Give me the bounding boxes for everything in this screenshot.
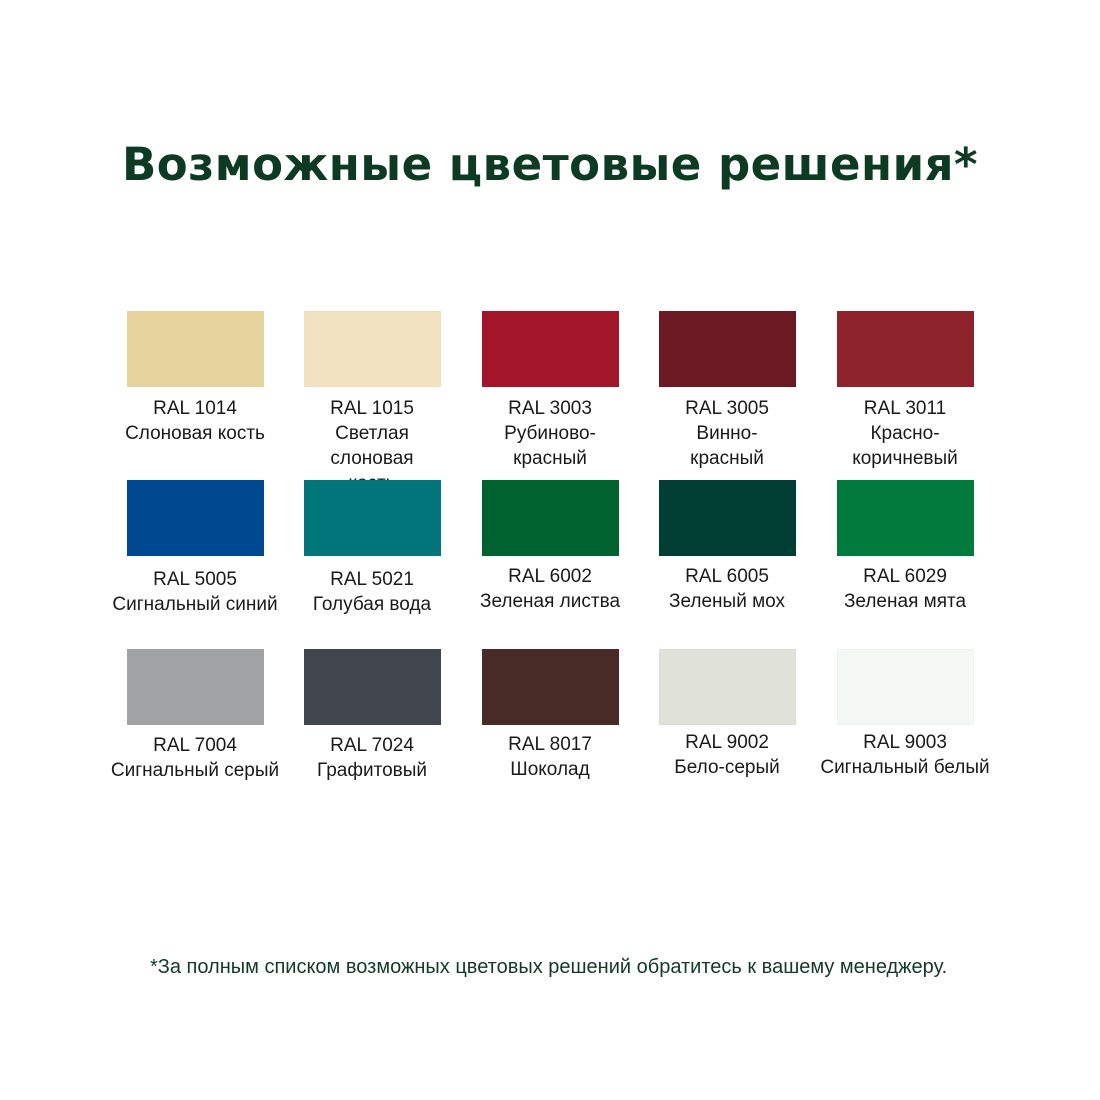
swatch-label (450, 732, 650, 782)
color-name: Зеленая мята (843, 591, 967, 612)
ral-code: RAL 9002 (685, 732, 769, 753)
ral-code: RAL 1014 (153, 398, 237, 419)
color-name: Винно-красный (690, 423, 764, 469)
swatch-label (450, 564, 650, 614)
color-name: Сигнальный серый (110, 760, 280, 781)
color-name: Слоновая кость (125, 423, 265, 444)
color-name: Бело-серый (674, 757, 780, 778)
ral-code: RAL 7024 (330, 735, 414, 756)
ral-code: RAL 8017 (508, 734, 592, 755)
color-swatch (837, 649, 974, 725)
swatch-label (805, 564, 1005, 614)
color-swatch (304, 649, 441, 725)
swatch-label (272, 733, 472, 783)
color-swatch (482, 480, 619, 556)
color-name: Голубая вода (312, 594, 432, 615)
color-swatch (304, 311, 441, 387)
color-swatch (659, 480, 796, 556)
swatch-label (805, 396, 1005, 471)
ral-code: RAL 7004 (153, 735, 237, 756)
swatch-label (95, 567, 295, 617)
ral-code: RAL 6005 (685, 566, 769, 587)
swatch-label (805, 730, 1005, 780)
ral-code: RAL 3003 (508, 398, 592, 419)
swatch-label (627, 396, 827, 471)
swatch-label (95, 733, 295, 783)
page-title: Возможные цветовые решения* (121, 138, 979, 191)
ral-code: RAL 3011 (863, 398, 947, 419)
color-swatch (659, 311, 796, 387)
color-name: Рубиново-красный (504, 423, 596, 469)
swatch-label (95, 396, 295, 446)
swatch-label (627, 730, 827, 780)
color-swatch (482, 649, 619, 725)
swatch-label (627, 564, 827, 614)
color-name: Шоколад (510, 759, 590, 780)
color-swatch (837, 480, 974, 556)
color-name: Красно-коричневый (852, 423, 958, 469)
ral-code: RAL 5005 (153, 569, 237, 590)
ral-code: RAL 6002 (508, 566, 592, 587)
swatch-label (272, 567, 472, 617)
color-swatch (659, 649, 796, 725)
ral-code: RAL 6029 (863, 566, 947, 587)
color-swatch (482, 311, 619, 387)
ral-code: RAL 3005 (685, 398, 769, 419)
color-swatch (127, 649, 264, 725)
swatch-label (450, 396, 650, 471)
color-swatch (837, 311, 974, 387)
color-swatch (304, 480, 441, 556)
ral-code: RAL 9003 (863, 732, 947, 753)
color-name: Сигнальный синий (112, 594, 278, 615)
color-name: Светлая слоновая (330, 423, 414, 469)
ral-code: RAL 5021 (330, 569, 414, 590)
color-swatch (127, 311, 264, 387)
footnote: *За полным списком возможных цветовых решений обратитесь к вашему менеджеру. (150, 956, 948, 978)
ral-code: RAL 1015 (330, 398, 414, 419)
color-name: Зеленый мох (668, 591, 786, 612)
color-swatch (127, 480, 264, 556)
color-name: Зеленая листва (479, 591, 621, 612)
color-name: Графитовый (316, 760, 428, 781)
color-name: Сигнальный белый (820, 757, 990, 778)
